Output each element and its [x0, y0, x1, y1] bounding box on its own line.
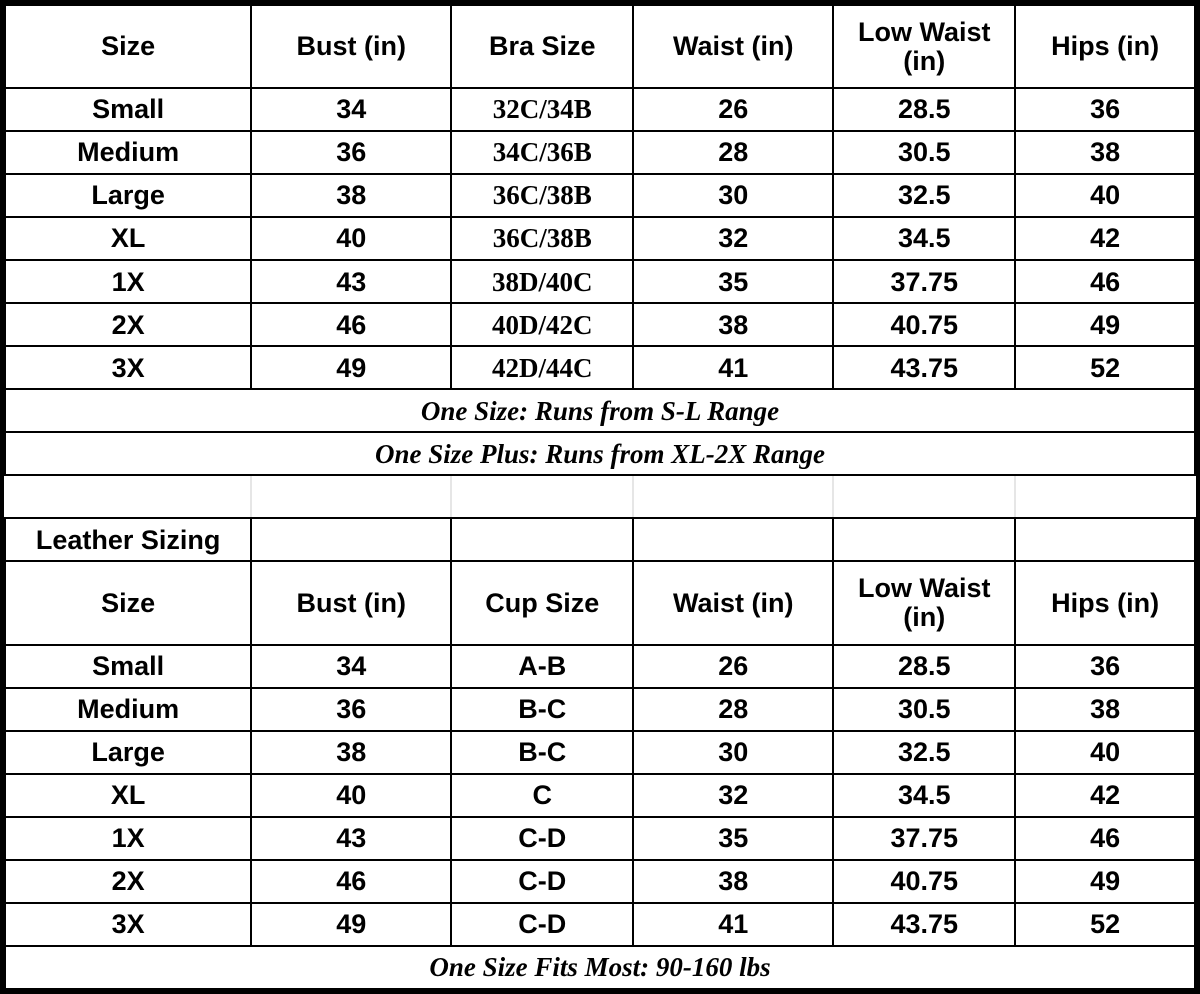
column-header-bust: Bust (in)	[251, 561, 451, 644]
blank-cell	[633, 518, 833, 561]
cell-size: Small	[5, 88, 251, 131]
column-header-low-waist	[833, 561, 1015, 644]
cell-hips: 38	[1015, 688, 1195, 731]
cell-hips: 49	[1015, 860, 1195, 903]
column-header-size: Size	[5, 561, 251, 644]
note-row-one-size-plus	[5, 432, 1195, 475]
cell-size: 2X	[5, 860, 251, 903]
cell-low-waist: 43.75	[833, 903, 1015, 946]
cell-low-waist: 43.75	[833, 346, 1015, 389]
cell-waist: 41	[633, 346, 833, 389]
cell-bust: 43	[251, 817, 451, 860]
cell-low-waist: 30.5	[833, 131, 1015, 174]
cell-bust: 46	[251, 303, 451, 346]
column-header-cup-size: Cup Size	[451, 561, 633, 644]
blank-cell	[251, 518, 451, 561]
cell-waist: 26	[633, 88, 833, 131]
cell-low-waist: 30.5	[833, 688, 1015, 731]
blank-cell	[451, 518, 633, 561]
blank-cell	[833, 518, 1015, 561]
cell-bra-size: 38D/40C	[451, 260, 633, 303]
cell-cup-size: C-D	[451, 817, 633, 860]
table-row	[5, 303, 1195, 346]
cell-cup-size: C	[451, 774, 633, 817]
cell-bra-size: 42D/44C	[451, 346, 633, 389]
cell-cup-size: B-C	[451, 731, 633, 774]
cell-bust: 38	[251, 174, 451, 217]
table-row	[5, 346, 1195, 389]
cell-size: XL	[5, 217, 251, 260]
cell-cup-size: C-D	[451, 860, 633, 903]
table-row	[5, 903, 1195, 946]
spacer-row	[5, 475, 1195, 518]
cell-bra-size: 40D/42C	[451, 303, 633, 346]
spacer-cell	[833, 475, 1015, 518]
cell-bust: 49	[251, 903, 451, 946]
cell-hips: 36	[1015, 88, 1195, 131]
cell-low-waist: 28.5	[833, 88, 1015, 131]
cell-size: Small	[5, 645, 251, 688]
cell-hips: 46	[1015, 817, 1195, 860]
cell-bust: 40	[251, 217, 451, 260]
cell-bra-size: 34C/36B	[451, 131, 633, 174]
cell-size: 3X	[5, 903, 251, 946]
column-header-hips: Hips (in)	[1015, 561, 1195, 644]
cell-size: Large	[5, 174, 251, 217]
spacer-cell	[451, 475, 633, 518]
column-header-waist: Waist (in)	[633, 5, 833, 88]
column-header-low-waist-line1: Low Waist	[857, 17, 991, 47]
cell-size: 3X	[5, 346, 251, 389]
cell-bra-size: 36C/38B	[451, 174, 633, 217]
cell-bust: 34	[251, 88, 451, 131]
cell-bust: 38	[251, 731, 451, 774]
cell-bust: 36	[251, 131, 451, 174]
note-row-one-size-fits-most	[5, 946, 1195, 989]
cell-hips: 40	[1015, 174, 1195, 217]
cell-low-waist: 34.5	[833, 774, 1015, 817]
cell-hips: 42	[1015, 774, 1195, 817]
cell-low-waist: 32.5	[833, 731, 1015, 774]
table-row	[5, 817, 1195, 860]
cell-hips: 46	[1015, 260, 1195, 303]
cell-cup-size: C-D	[451, 903, 633, 946]
section-title-row	[5, 518, 1195, 561]
cell-size: Medium	[5, 688, 251, 731]
cell-waist: 26	[633, 645, 833, 688]
spacer-cell	[1015, 475, 1195, 518]
cell-low-waist: 37.75	[833, 260, 1015, 303]
cell-waist: 41	[633, 903, 833, 946]
spacer-cell	[633, 475, 833, 518]
column-header-low-waist-line2: (in)	[903, 602, 946, 633]
column-header-bra-size: Bra Size	[451, 5, 633, 88]
blank-cell	[1015, 518, 1195, 561]
cell-low-waist: 40.75	[833, 860, 1015, 903]
cell-hips: 52	[1015, 346, 1195, 389]
cell-size: 1X	[5, 817, 251, 860]
cell-hips: 40	[1015, 731, 1195, 774]
cell-low-waist: 32.5	[833, 174, 1015, 217]
cell-bust: 36	[251, 688, 451, 731]
cell-bust: 49	[251, 346, 451, 389]
cell-cup-size: A-B	[451, 645, 633, 688]
cell-waist: 38	[633, 303, 833, 346]
cell-size: XL	[5, 774, 251, 817]
table-header-row-leather	[5, 561, 1195, 644]
cell-bust: 43	[251, 260, 451, 303]
cell-waist: 35	[633, 817, 833, 860]
cell-size: Large	[5, 731, 251, 774]
spacer-cell	[5, 475, 251, 518]
table-row	[5, 645, 1195, 688]
cell-waist: 28	[633, 688, 833, 731]
cell-waist: 30	[633, 174, 833, 217]
table-row	[5, 174, 1195, 217]
cell-waist: 38	[633, 860, 833, 903]
cell-cup-size: B-C	[451, 688, 633, 731]
note-one-size-fits-most: One Size Fits Most: 90-160 lbs	[5, 946, 1195, 989]
cell-bra-size: 36C/38B	[451, 217, 633, 260]
cell-waist: 35	[633, 260, 833, 303]
table-row	[5, 260, 1195, 303]
cell-hips: 42	[1015, 217, 1195, 260]
cell-low-waist: 34.5	[833, 217, 1015, 260]
column-header-low-waist-line2: (in)	[903, 45, 946, 76]
table-header-row-apparel	[5, 5, 1195, 88]
table-row	[5, 688, 1195, 731]
column-header-hips: Hips (in)	[1015, 5, 1195, 88]
cell-low-waist: 28.5	[833, 645, 1015, 688]
cell-bust: 40	[251, 774, 451, 817]
cell-hips: 38	[1015, 131, 1195, 174]
spacer-cell	[251, 475, 451, 518]
cell-low-waist: 40.75	[833, 303, 1015, 346]
cell-hips: 52	[1015, 903, 1195, 946]
table-row	[5, 774, 1195, 817]
note-row-one-size	[5, 389, 1195, 432]
cell-bra-size: 32C/34B	[451, 88, 633, 131]
table-row	[5, 860, 1195, 903]
table-row	[5, 731, 1195, 774]
cell-waist: 28	[633, 131, 833, 174]
cell-bust: 46	[251, 860, 451, 903]
cell-waist: 32	[633, 217, 833, 260]
cell-waist: 32	[633, 774, 833, 817]
cell-waist: 30	[633, 731, 833, 774]
column-header-waist: Waist (in)	[633, 561, 833, 644]
section-title-leather-sizing: Leather Sizing	[5, 518, 251, 561]
column-header-low-waist-line1: Low Waist	[857, 573, 991, 604]
table-row	[5, 88, 1195, 131]
column-header-size: Size	[5, 5, 251, 88]
column-header-bust: Bust (in)	[251, 5, 451, 88]
cell-hips: 36	[1015, 645, 1195, 688]
cell-bust: 34	[251, 645, 451, 688]
cell-size: Medium	[5, 131, 251, 174]
note-one-size-plus: One Size Plus: Runs from XL-2X Range	[5, 432, 1195, 475]
cell-hips: 49	[1015, 303, 1195, 346]
table-row	[5, 131, 1195, 174]
cell-size: 2X	[5, 303, 251, 346]
cell-size: 1X	[5, 260, 251, 303]
column-header-low-waist	[833, 5, 1015, 88]
cell-low-waist: 37.75	[833, 817, 1015, 860]
size-chart-table	[4, 4, 1196, 990]
note-one-size: One Size: Runs from S-L Range	[5, 389, 1195, 432]
table-row	[5, 217, 1195, 260]
